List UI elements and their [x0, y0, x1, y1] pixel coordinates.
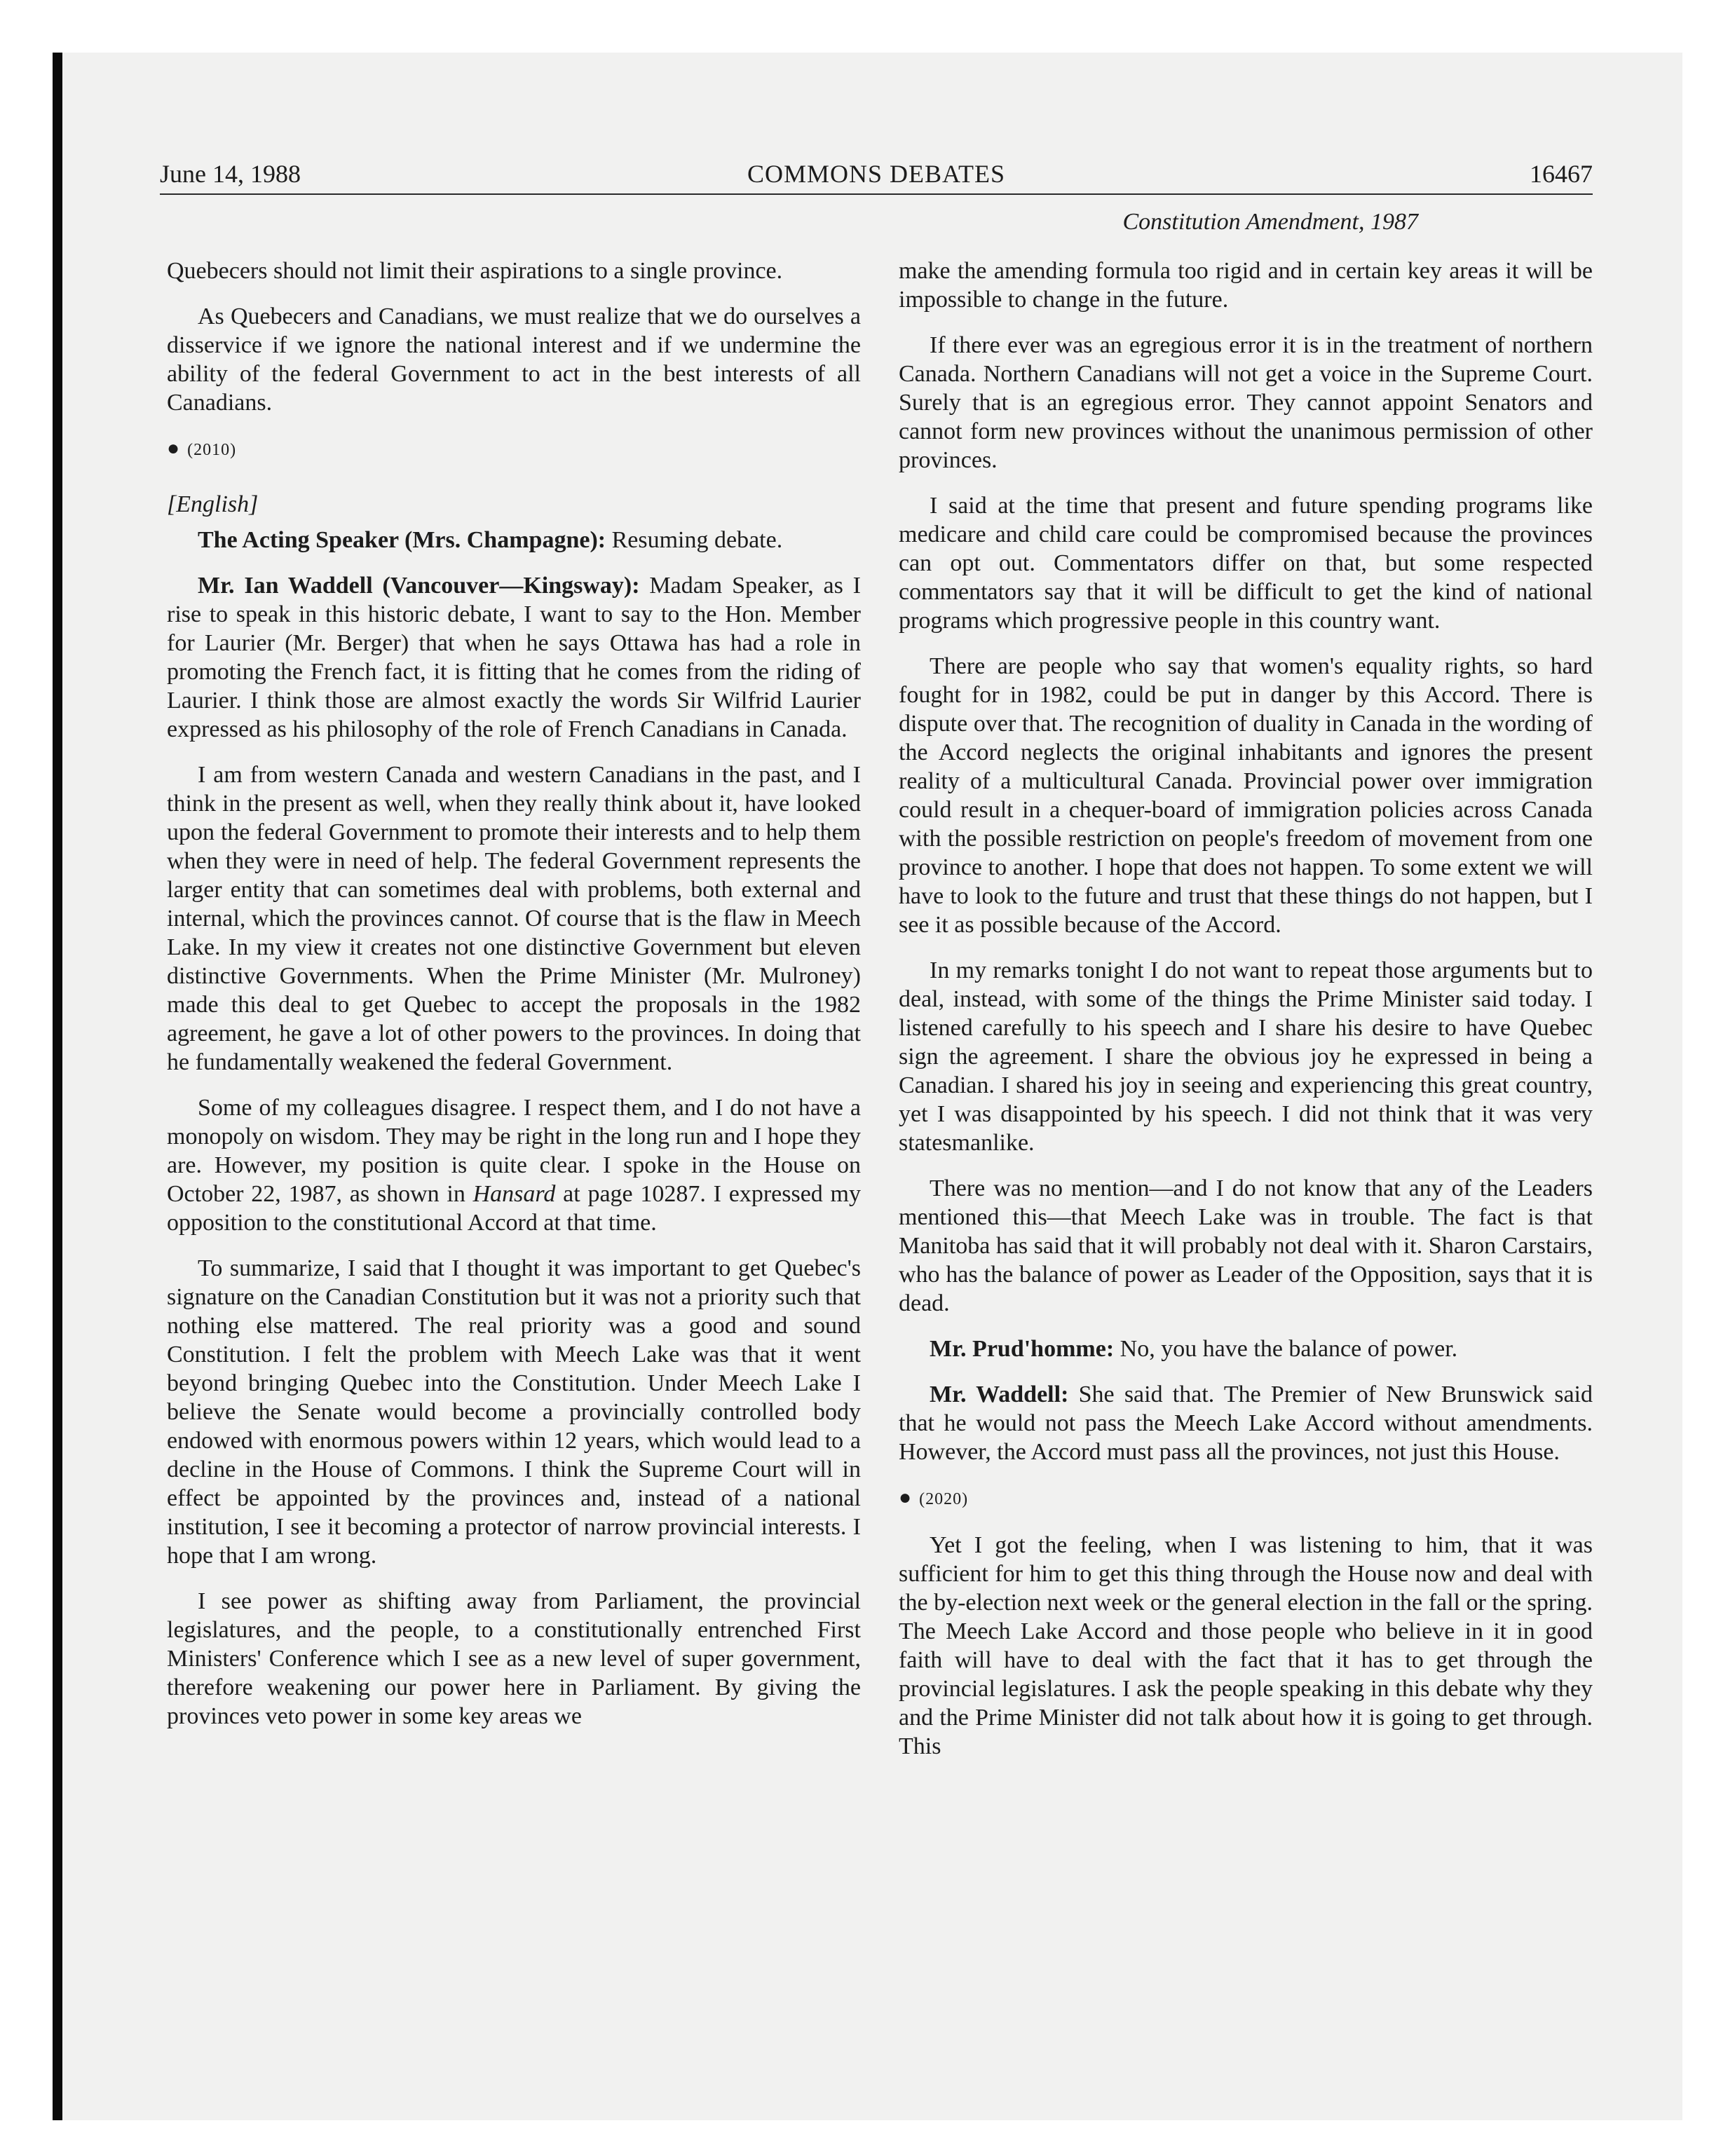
time-marker-label: (2020)	[919, 1490, 969, 1508]
paragraph: If there ever was an egregious error it is in the treatment of northern Canada. Northern Canadians will not get a voice in the Supreme Court. Surely that is an egregious error. They cannot appoint Senators and cannot form new provinces without the unanimous permission of other provinces.	[899, 332, 1593, 473]
paragraph: There was no mention—and I do not know that any of the Leaders mentioned this—that Meech Lake was in trouble. The fact is that Manitoba has said that it will probably not deal with it. Sharon Carstairs, who has the balance of power as Leader of the Opposition, says that it is dead.	[899, 1175, 1593, 1316]
header-publication: COMMONS DEBATES	[747, 160, 1006, 188]
bullet-icon: ●	[899, 1486, 913, 1509]
paragraph: I see power as shifting away from Parliament, the provincial legislatures, and the people, to a constitutionally entrenched First Ministers' Conference which I see as a new level of super government, therefore weakening our power here in Parliament. By giving the provinces veto power in some key areas we	[167, 1588, 861, 1729]
section-title: Constitution Amendment, 1987	[1122, 209, 1418, 235]
paragraph	[167, 1093, 861, 1237]
paragraph: In my remarks tonight I do not want to repeat those arguments but to deal, instead, with some of the things the Prime Minister said today. I listened carefully to his speech and I share his desire to have Quebec sign the agreement. I share the obvious joy he expressed in being a Canadian. I shared his joy in seeing and experiencing this great country, yet I was disappointed by his speech. I did not think that it was very statesmanlike.	[899, 957, 1593, 1156]
language-marker: [English]	[167, 491, 259, 517]
speaker-paragraph	[899, 1335, 1593, 1363]
paragraph: Yet I got the feeling, when I was listening to him, that it was sufficient for him to get this thing through the House now and deal with the by-election next week or the general election in the fall or the spring. The Meech Lake Accord and those people who believe in it in good faith will have to deal with the fact that it has to get through the provincial legislatures. I ask the people speaking in this debate why they and the Prime Minister did not talk about how it is going to get through. This	[899, 1532, 1593, 1759]
paragraph: I said at the time that present and future spending programs like medicare and child care could be compromised because the provinces can opt out. Commentators differ on that, but some respected commentators say that it will be difficult to get the kind of national programs which progressive people in this country want.	[899, 493, 1593, 634]
header-page-number: 16467	[1530, 160, 1593, 188]
paragraph-text: Some of my colleagues disagree. I respect them, and I do not have a monopoly on wisdom. They may be right in the long run and I hope they are. However, my position is quite clear. I spoke in the House on October 22, 1987, as shown in	[167, 1095, 861, 1207]
speaker-name: Mr. Prud'homme:	[930, 1336, 1115, 1362]
speech-text: Madam Speaker, as I rise to speak in this historic debate, I want to say to the Hon. Member for Laurier (Mr. Berger) that when he says Ottawa has had a role in promoting the French fact, it is fitting that he comes from the riding of Laurier. I think those are almost exactly the words Sir Wilfrid Laurier expressed as his philosophy of the role of French Canadians in Canada.	[167, 573, 861, 742]
paragraph: To summarize, I said that I thought it was important to get Quebec's signature on the Canadian Constitution but it was not a priority such that nothing else mattered. The real priority was a good and sound Constitution. I felt the problem with Meech Lake was that it went beyond bringing Quebec into the Constitution. Under Meech Lake I believe the Senate would become a provincially controlled body endowed with enormous powers within 12 years, which would lead to a decline in the House of Commons. I think the Supreme Court will in effect be appointed by the provinces and, instead of a national institution, I see it becoming a protector of narrow provincial interests. I hope that I am wrong.	[167, 1255, 861, 1569]
right-column	[899, 257, 1593, 1778]
header-date: June 14, 1988	[160, 160, 301, 188]
paragraph: As Quebecers and Canadians, we must realize that we do ourselves a disservice if we ignore the national interest and if we undermine the ability of the federal Government to act in the best interests of all Canadians.	[167, 303, 861, 416]
paragraph: Quebecers should not limit their aspirations to a single province.	[167, 258, 783, 284]
speaker-paragraph	[167, 526, 861, 554]
paragraph: There are people who say that women's equality rights, so hard fought for in 1982, could be put in danger by this Accord. There is dispute over that. The recognition of duality in Canada in the wording of the Accord neglects the original inhabitants and ignores the present reality of a multicultural Canada. Provincial power over immigration could result in a chequer-board of immigration policies across Canada with the possible restriction on people's freedom of movement from one province to another. I hope that does not happen. To some extent we will have to look to the future and trust that these things do not happen, but I see it as possible because of the Accord.	[899, 653, 1593, 938]
binding-edge	[53, 53, 62, 2120]
header-rule	[160, 193, 1593, 195]
time-marker-label: (2010)	[187, 441, 237, 459]
speaker-name: Mr. Ian Waddell (Vancouver—Kingsway):	[198, 573, 640, 599]
speaker-name: The Acting Speaker (Mrs. Champagne):	[198, 527, 606, 553]
left-column	[167, 257, 861, 1747]
page-header	[160, 156, 1593, 192]
speaker-paragraph	[899, 1380, 1593, 1466]
speech-text: No, you have the balance of power.	[1114, 1336, 1458, 1362]
speaker-name: Mr. Waddell:	[930, 1381, 1069, 1407]
time-marker	[167, 434, 861, 465]
paragraph: make the amending formula too rigid and in certain key areas it will be impossible to change in the future.	[899, 258, 1593, 313]
speech-text: She said that. The Premier of New Brunswick said that he would not pass the Meech Lake Accord without amendments. However, the Accord must pass all the provinces, not just this House.	[899, 1381, 1593, 1465]
speaker-paragraph	[167, 571, 861, 744]
time-marker	[899, 1483, 1593, 1514]
bullet-icon: ●	[167, 437, 181, 460]
speech-text: Resuming debate.	[606, 527, 783, 553]
paragraph-text: at page 10287. I expressed my opposition to the constitutional Accord at that time.	[167, 1181, 861, 1236]
paragraph: I am from western Canada and western Canadians in the past, and I think in the present as well, when they really think about it, have looked upon the federal Government to promote their interests and to help them when they were in need of help. The federal Government represents the larger entity that can sometimes deal with problems, both external and internal, which the provinces cannot. Of course that is the flaw in Meech Lake. In my view it creates not one distinctive Government but eleven distinctive Governments. When the Prime Minister (Mr. Mulroney) made this deal to get Quebec to accept the proposals in the 1982 agreement, he gave a lot of other powers to the provinces. In doing that he fundamentally weakened the federal Government.	[167, 762, 861, 1075]
hansard-reference: Hansard	[472, 1181, 556, 1207]
